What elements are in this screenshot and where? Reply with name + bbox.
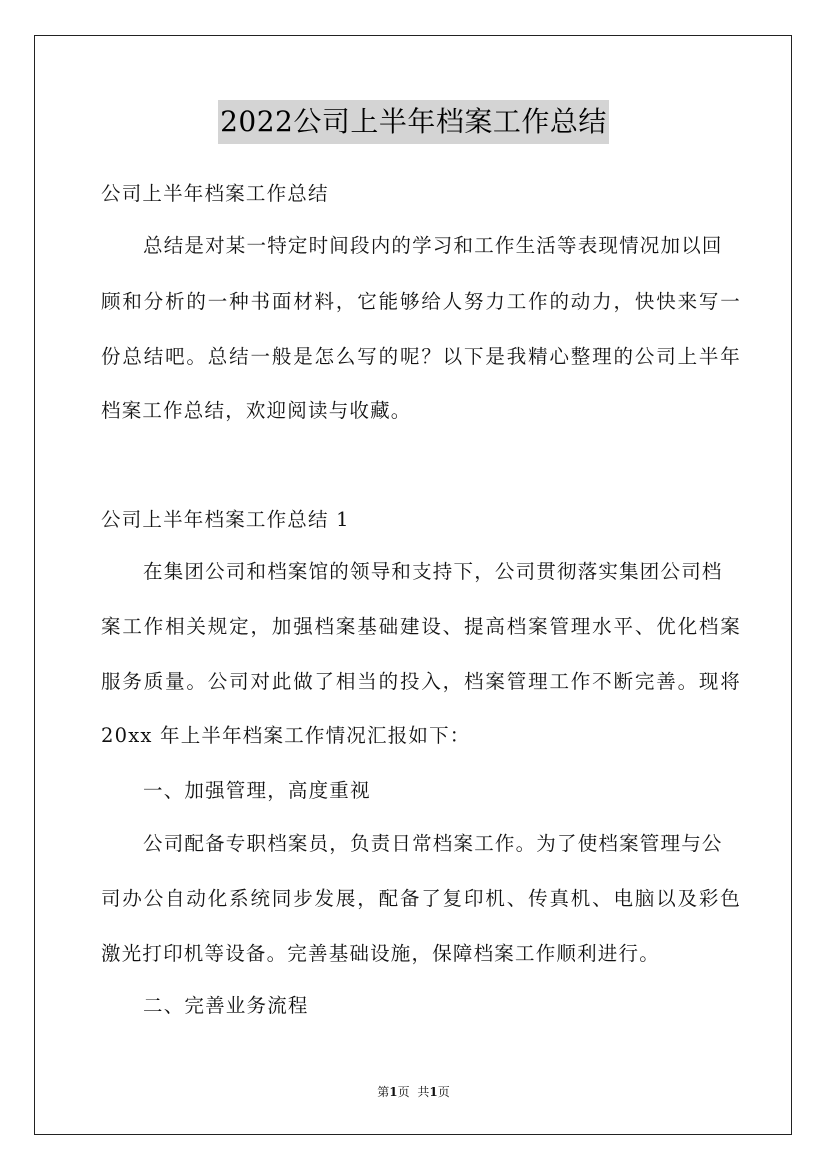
paragraph-line: 公司配备专职档案员，负责日常档案工作。为了使档案管理与公 — [143, 832, 723, 855]
footer-total-number: 1 — [429, 1085, 438, 1099]
subheading-line: 一、加强管理，高度重视 — [143, 779, 371, 802]
paragraph-line: 顾和分析的一种书面材料，它能够给人努力工作的动力，快快来写一 — [101, 290, 741, 313]
footer-total-suffix: 页 — [437, 1085, 450, 1099]
paragraph-line: 20xx 年上半年档案工作情况汇报如下： — [101, 724, 471, 747]
paragraph-line: 总结是对某一特定时间段内的学习和工作生活等表现情况加以回 — [143, 234, 723, 257]
title-container — [0, 100, 827, 144]
paragraph-line: 司办公自动化系统同步发展，配备了复印机、传真机、电脑以及彩色 — [101, 887, 741, 910]
footer-total-prefix: 共 — [417, 1085, 430, 1099]
subtitle-line: 公司上半年档案工作总结 — [101, 182, 329, 205]
subheading-line: 二、完善业务流程 — [143, 994, 309, 1017]
paragraph-line: 激光打印机等设备。完善基础设施，保障档案工作顺利进行。 — [101, 942, 660, 965]
page-footer — [0, 1083, 827, 1101]
paragraph-line: 服务质量。公司对此做了相当的投入，档案管理工作不断完善。现将 — [101, 670, 741, 693]
footer-page-suffix: 页 — [397, 1085, 410, 1099]
footer-page-prefix: 第 — [377, 1085, 390, 1099]
document-title: 2022公司上半年档案工作总结 — [218, 100, 609, 144]
paragraph-line: 档案工作总结，欢迎阅读与收藏。 — [101, 399, 412, 422]
paragraph-line: 案工作相关规定，加强档案基础建设、提高档案管理水平、优化档案 — [101, 615, 741, 638]
footer-page-number: 1 — [389, 1085, 398, 1099]
paragraph-line: 在集团公司和档案馆的领导和支持下，公司贯彻落实集团公司档 — [143, 560, 723, 583]
section-heading: 公司上半年档案工作总结 1 — [101, 508, 350, 531]
paragraph-line: 份总结吧。总结一般是怎么写的呢？以下是我精心整理的公司上半年 — [101, 345, 741, 368]
